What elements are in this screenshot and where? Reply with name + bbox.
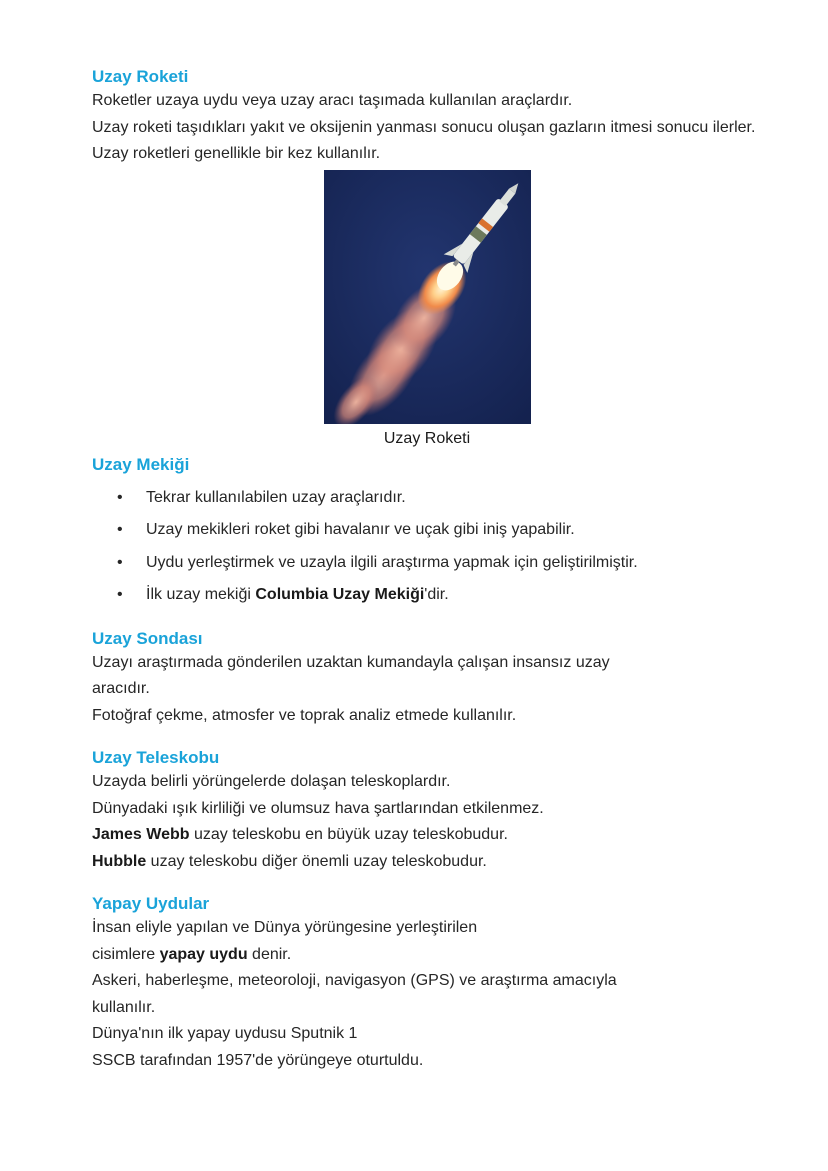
uydu-line-5: SSCB tarafından 1957'de yörüngeye oturtuldu. xyxy=(92,1051,424,1069)
uydu-line-3b: kullanılır. xyxy=(92,998,156,1016)
mekik-item-suffix: 'dir. xyxy=(424,586,449,603)
uydu-line-2-prefix: cisimlere xyxy=(92,945,160,963)
mekik-item-prefix: İlk uzay mekiği xyxy=(146,586,256,603)
document-page xyxy=(92,66,762,1074)
mekik-list xyxy=(92,482,762,612)
heading-uzay-teleskobu: Uzay Teleskobu xyxy=(92,748,220,767)
roket-line-1: Roketler uzaya uydu veya uzay aracı taşımada kullanılan araçlardır. xyxy=(92,92,573,109)
section-uzay-sondasi xyxy=(92,628,762,730)
bullet-icon: • xyxy=(117,488,123,506)
uydu-line-2 xyxy=(92,942,762,969)
uydu-line-3a: Askeri, haberleşme, meteoroloji, navigasyon (GPS) ve araştırma amacıyla xyxy=(92,972,617,989)
roket-line-2: Uzay roketi taşıdıkları yakıt ve oksijenin yanması sonucu oluşan gazların itmesi sonucu ilerler. xyxy=(92,118,756,136)
roket-line-3: Uzay roketleri genellikle bir kez kullanılır. xyxy=(92,145,381,162)
rocket-figure xyxy=(92,170,762,450)
bullet-icon: • xyxy=(117,586,123,603)
uydu-line-1: İnsan eliyle yapılan ve Dünya yörüngesine yerleştirilen xyxy=(92,919,478,936)
teleskop-line-3 xyxy=(92,822,762,849)
teleskop-line-4-rest: uzay teleskobu diğer önemli uzay teleskobudur. xyxy=(146,852,487,870)
teleskop-line-1: Uzayda belirli yörüngelerde dolaşan teleskoplardır. xyxy=(92,773,451,790)
mekik-item-text: Tekrar kullanılabilen uzay araçlarıdır. xyxy=(146,488,406,506)
teleskop-line-4 xyxy=(92,849,762,876)
list-item xyxy=(92,547,762,580)
rocket-caption: Uzay Roketi xyxy=(383,429,471,447)
sonda-line-1b: aracıdır. xyxy=(92,680,150,697)
heading-yapay-uydular: Yapay Uydular xyxy=(92,894,210,913)
james-webb-bold: James Webb xyxy=(92,826,190,843)
sonda-line-2: Fotoğraf çekme, atmosfer ve toprak analiz etmede kullanılır. xyxy=(92,706,517,724)
mekik-item-bold: Columbia Uzay Mekiği xyxy=(255,586,425,603)
teleskop-line-2: Dünyadaki ışık kirliliği ve olumsuz hava şartlarından etkilenmez. xyxy=(92,799,544,817)
heading-uzay-roketi: Uzay Roketi xyxy=(92,67,189,86)
section-uzay-teleskobu xyxy=(92,747,762,875)
hubble-bold: Hubble xyxy=(92,852,147,870)
uydu-line-2-suffix: denir. xyxy=(247,945,292,963)
heading-uzay-sondasi: Uzay Sondası xyxy=(92,628,203,648)
list-item xyxy=(92,482,762,515)
section-yapay-uydular xyxy=(92,893,762,1074)
section-uzay-roketi xyxy=(92,66,762,450)
mekik-item-text: Uzay mekikleri roket gibi havalanır ve uçak gibi iniş yapabilir. xyxy=(146,521,575,538)
teleskop-line-3-rest: uzay teleskobu en büyük uzay teleskobudur. xyxy=(189,826,508,843)
bullet-icon: • xyxy=(117,553,123,571)
list-item xyxy=(92,579,762,612)
heading-uzay-mekigi: Uzay Mekiği xyxy=(92,454,190,474)
yapay-uydu-bold: yapay uydu xyxy=(159,945,248,963)
bullet-icon: • xyxy=(117,521,123,538)
mekik-item-text: Uydu yerleştirmek ve uzayla ilgili araştırma yapmak için geliştirilmiştir. xyxy=(146,553,638,571)
section-uzay-mekigi xyxy=(92,454,762,612)
sonda-line-1a: Uzayı araştırmada gönderilen uzaktan kumandayla çalışan insansız uzay xyxy=(92,653,610,671)
uydu-line-4: Dünya'nın ilk yapay uydusu Sputnik 1 xyxy=(92,1025,358,1042)
rocket-launch-image xyxy=(324,170,531,424)
list-item xyxy=(92,514,762,547)
